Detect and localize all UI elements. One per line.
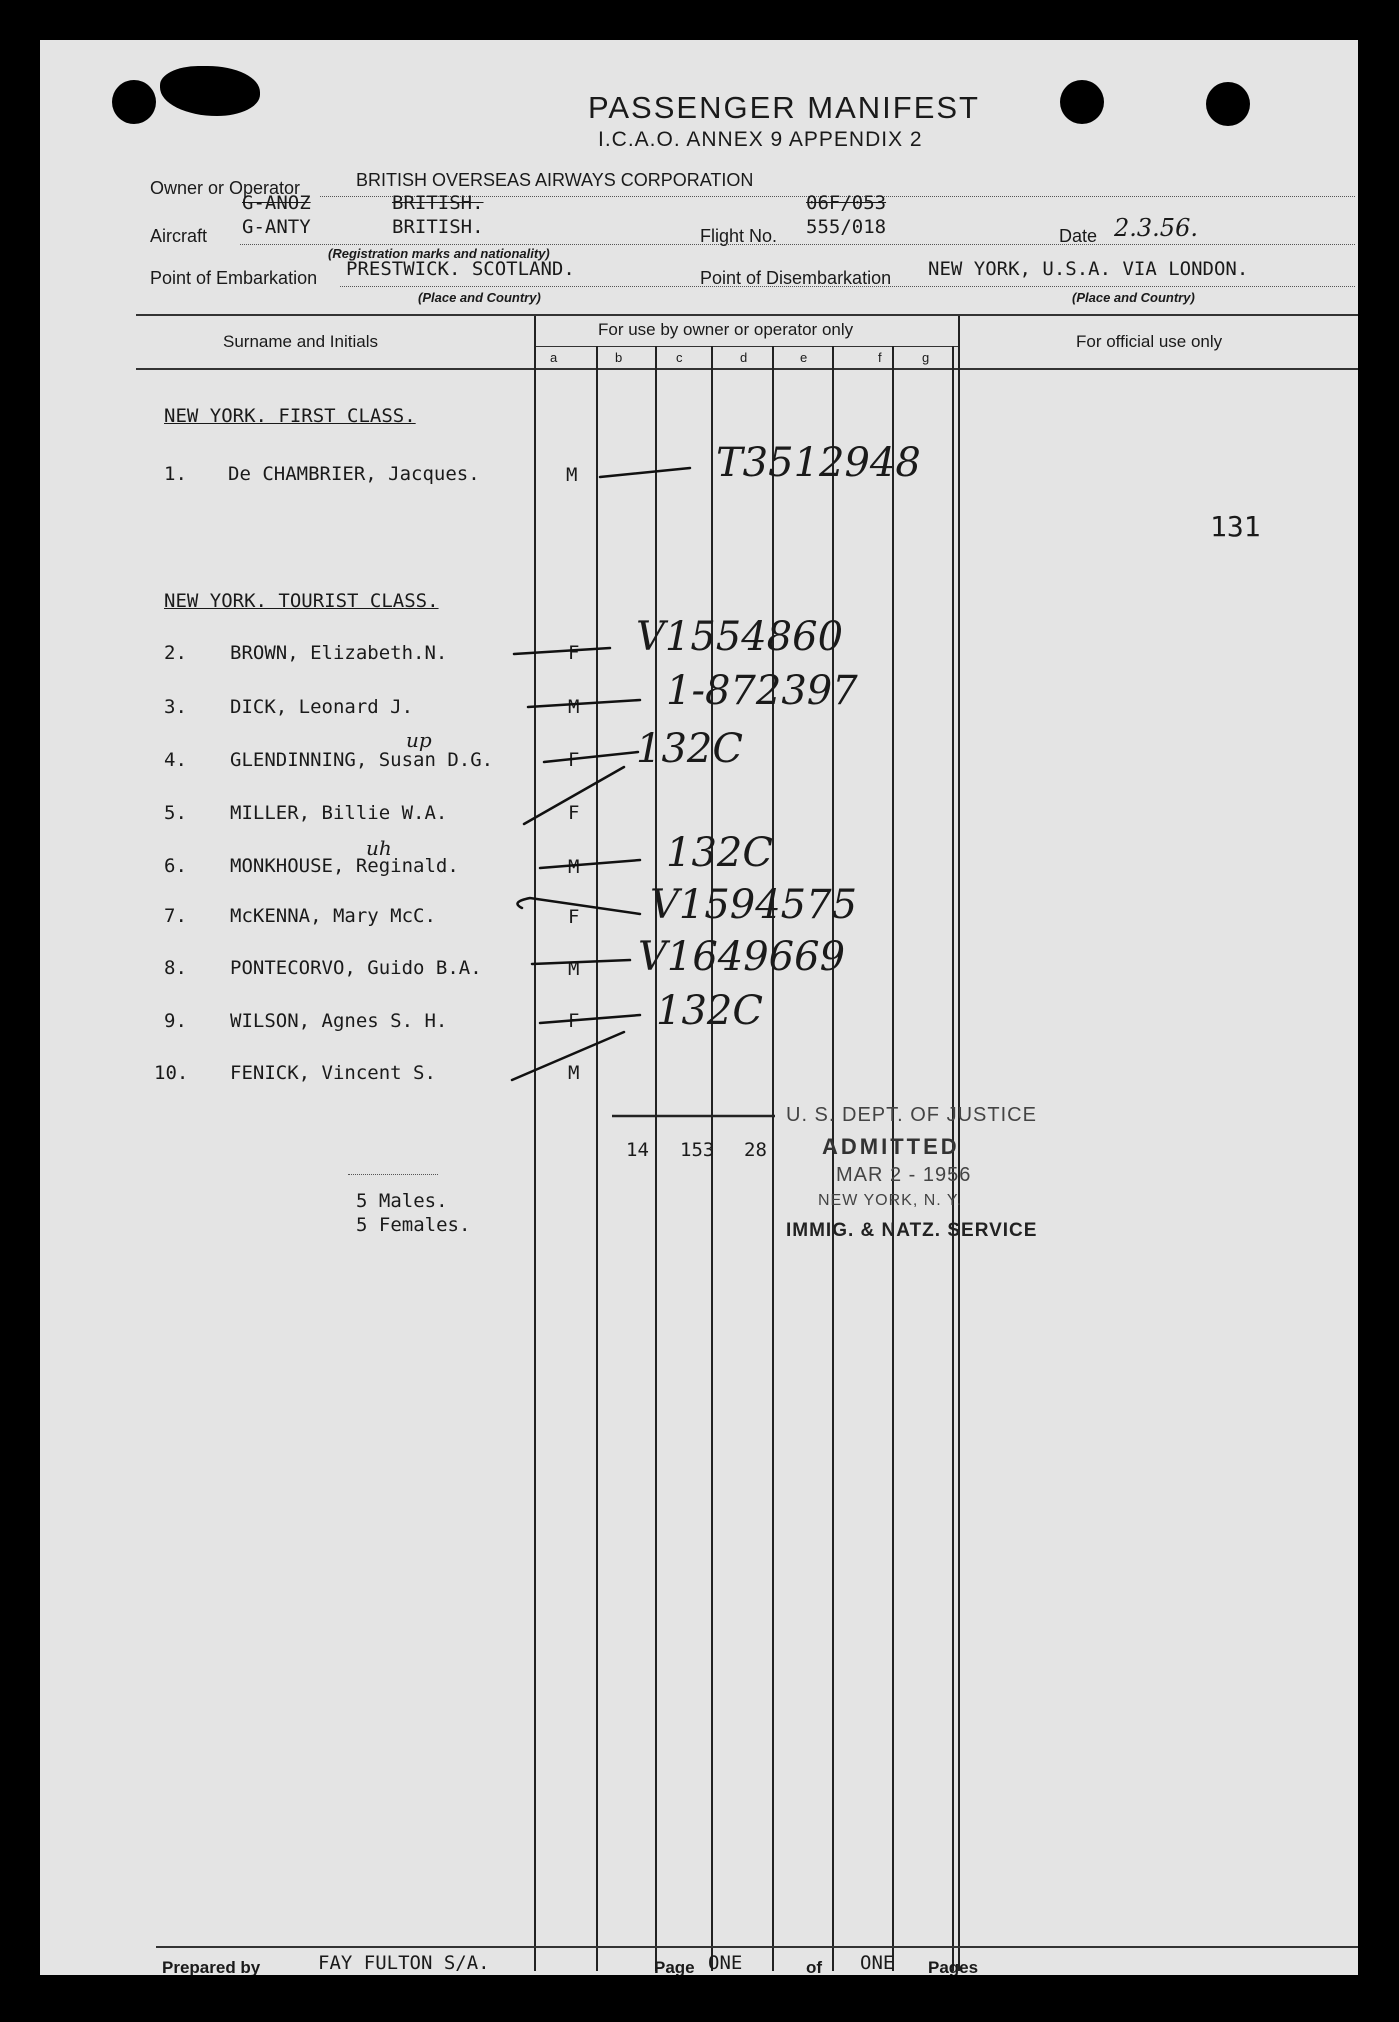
registration-note: (Registration marks and nationality) (328, 246, 550, 261)
pen-strokes (40, 40, 1358, 1975)
col-b: b (615, 350, 623, 365)
page-label: Page (654, 1958, 695, 1975)
disembarkation-value: NEW YORK, U.S.A. VIA LONDON. (928, 258, 1249, 280)
col-c: c (676, 350, 683, 365)
owner-value: BRITISH OVERSEAS AIRWAYS CORPORATION (356, 170, 754, 190)
col-a: a (550, 350, 558, 365)
embarkation-label: Point of Embarkation (150, 268, 318, 288)
handwritten-number: T3512948 (716, 440, 921, 486)
handwritten-number: 1-872397 (666, 668, 858, 714)
flight-label: Flight No. (700, 226, 778, 246)
section-tourist-class: NEW YORK. TOURIST CLASS. (164, 590, 439, 612)
flight-value: 555/018 (806, 216, 887, 238)
official-number: 131 (1210, 510, 1261, 543)
total-col-c: 153 (680, 1139, 715, 1161)
of-value: ONE (860, 1952, 895, 1974)
manifest-title: PASSENGER MANIFEST (588, 90, 980, 125)
embarkation-value: PRESTWICK. SCOTLAND. (346, 258, 575, 280)
place-note-right: (Place and Country) (1072, 290, 1195, 305)
total-col-b: 14 (626, 1139, 649, 1161)
margin-note: up (406, 728, 432, 752)
pages-label: Pages (928, 1958, 979, 1975)
aircraft-label: Aircraft (150, 226, 208, 246)
handwritten-code: 132C (656, 988, 763, 1034)
page-value: ONE (708, 1952, 743, 1974)
place-note-left: (Place and Country) (418, 290, 541, 305)
manifest-subtitle: I.C.A.O. ANNEX 9 APPENDIX 2 (598, 128, 923, 151)
col-header-surname: Surname and Initials (223, 332, 378, 351)
flight-struck: 06F/053 (806, 192, 887, 214)
handwritten-number: V1554860 (636, 614, 844, 660)
aircraft-value: G-ANTY (242, 216, 311, 238)
margin-note: uh (366, 836, 392, 860)
col-g: g (922, 350, 930, 365)
summary-females: 5 Females. (356, 1214, 471, 1236)
col-header-owner-use: For use by owner or operator only (598, 320, 854, 339)
col-header-official: For official use only (1076, 332, 1223, 351)
of-label: of (806, 1958, 823, 1975)
col-f: f (878, 350, 882, 365)
total-col-d: 28 (744, 1139, 767, 1161)
col-e: e (800, 350, 808, 365)
nationality-struck: BRITISH. (392, 192, 484, 214)
manifest-sheet: PASSENGER MANIFEST I.C.A.O. ANNEX 9 APPENDIX 2 Owner or Operator BRITISH OVERSEAS AIRWAYS CORPORATION G-ANOZ BRITISH. Aircraft G-ANTY BRITISH. (Registration marks and nationality) 06F/053 Flight No. 555/018 Date 2.3.56. Point of Embarkation PRESTWICK. SCOTLAND. (Place and Country) Point of Disembarkation NEW YORK, U.S.A. VIA LONDON. (Place and Country) Surname and Initials For use by owner or operator only For official use only a b c d e f g NEW YORK. FIRST CLASS. NEW YORK. TOURIST CLASS. 1. De CHAMBRIER, Jacques. M T3512948 2. BROWN, Elizabeth.N. F V1554860 3. DICK, Leonard J. M 1-872397 4. GLENDINNING, Susan D.G. F 132C up 5. MILLER, Billie W.A. F 6. MONKHOUSE, Reginald. M 132C uh 7. McKENNA, Mary McC. F V1594575 8. PONTECORVO, Guido B.A. M V1649669 9. WILSON, Agnes S. H. F 132C 10. FENICK, Vincent S. M 131 14 153 28 5 Males. 5 Females. U. S. DEPT. OF JUSTICE ADMITTED MAR 2 - 1956 NEW YORK, N. Y. IMMIG. & NATZ. SERVICE Prepared by FAY FULTON S/A. Page ONE of ONE Pages (40, 40, 1358, 1975)
disembarkation-label: Point of Disembarkation (700, 268, 892, 288)
col-d: d (740, 350, 748, 365)
handwritten-number: V1649669 (638, 934, 846, 980)
owner-label: Owner or Operator (150, 178, 301, 198)
handwritten-code: 132C (666, 830, 773, 876)
date-value: 2.3.56. (1114, 214, 1198, 242)
handwritten-number: V1594575 (650, 882, 858, 928)
handwritten-code: 132C (636, 726, 743, 772)
aircraft-struck: G-ANOZ (242, 192, 311, 214)
section-first-class: NEW YORK. FIRST CLASS. (164, 405, 416, 427)
nationality-value: BRITISH. (392, 216, 484, 238)
summary-males: 5 Males. (356, 1190, 448, 1212)
prepared-value: FAY FULTON S/A. (318, 1952, 490, 1974)
prepared-label: Prepared by (162, 1958, 261, 1975)
date-label: Date (1059, 226, 1098, 246)
